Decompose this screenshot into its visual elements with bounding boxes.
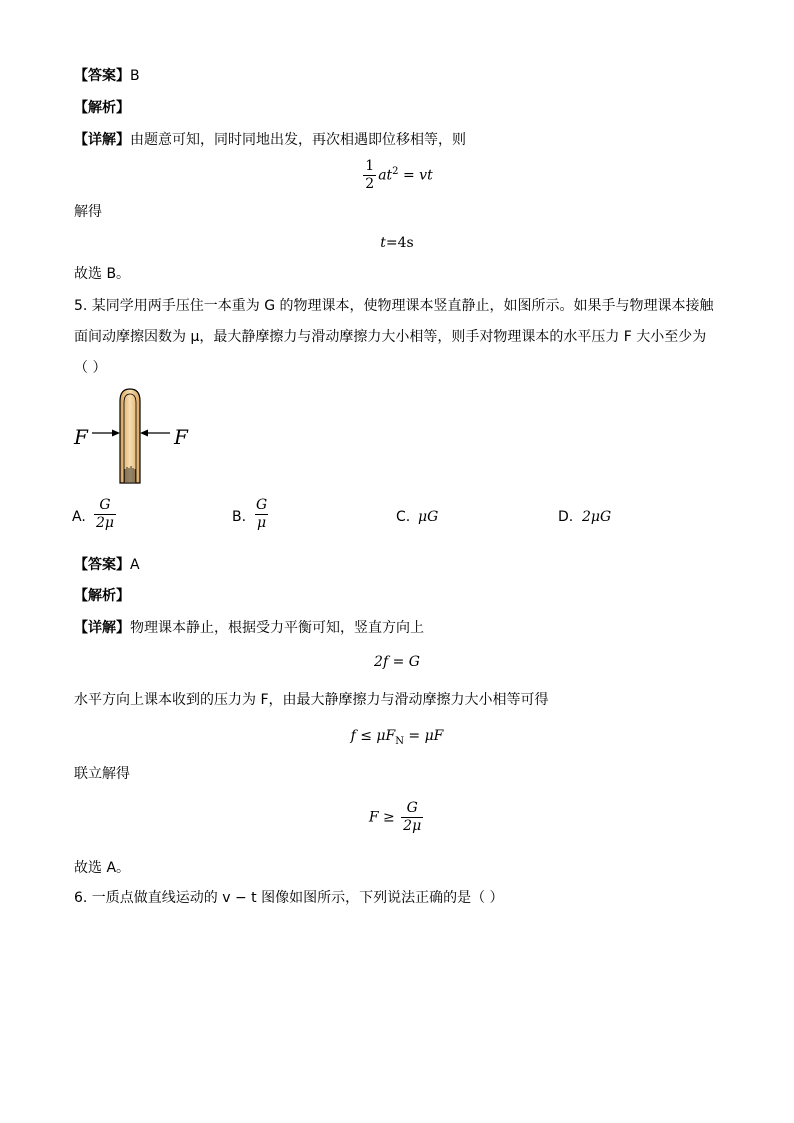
fraction: $\frac{1}{2}$ [365,158,375,192]
right-force-label: F [174,425,188,449]
analysis-tag: 【解析】 [74,100,130,116]
answer-value: A [130,557,140,573]
q4-solve-label: 解得 [74,204,102,220]
q5-answer [74,555,140,575]
book-figure [70,385,200,487]
q5-stem-line-2: 面间动摩擦因数为 μ，最大静摩擦力与滑动摩擦力大小相等，则手对物理课本的水平压力 F 大小至少为 [74,329,707,345]
option-a-fraction: $\frac{G}{2\mu}$ [96,497,115,531]
fraction: $\frac{G}{2\mu}$ [403,800,422,834]
q4-equation-1: $\frac{1}{2}$ $at^2$ = vt [365,158,433,192]
q5-detail [74,618,424,638]
option-b-fraction: $\frac{G}{\mu}$ [256,497,268,531]
q5-choose: 故选 A。 [74,860,131,876]
q5-analysis-heading [74,586,130,606]
q5-stem-line-1: 5. 某同学用两手压住一本重为 G 的物理课本，使物理课本竖直静止，如图所示。如果手与物理课本接触 [74,298,714,314]
q5-horizontal-text: 水平方向上课本收到的压力为 F，由最大静摩擦力与滑动摩擦力大小相等可得 [74,692,549,708]
left-force-label: F [74,425,88,449]
detail-text: 物理课本静止，根据受力平衡可知，竖直方向上 [130,620,424,636]
q5-equation-3: F ≥ $\frac{G}{2\mu}$ [368,800,422,834]
analysis-tag: 【解析】 [74,588,130,604]
q4-equation-2: t=4s [380,235,414,251]
detail-tag: 【详解】 [74,620,130,636]
q4-detail [74,130,466,150]
q5-solve-label: 联立解得 [74,766,130,782]
q6-stem: 6. 一质点做直线运动的 v − t 图像如图所示，下列说法正确的是（ ） [74,890,504,906]
answer-tag: 【答案】 [74,68,130,84]
right-force-arrow-icon [140,430,170,437]
answer-value: B [130,68,140,84]
left-force-arrow-icon [92,430,120,437]
q5-equation-2: $f \le \mu F_N = \mu F$ [350,728,444,747]
detail-text: 由题意可知，同时同地出发，再次相遇即位移相等，则 [130,132,466,148]
q4-choose: 故选 B。 [74,266,131,282]
q4-analysis-heading [74,98,130,118]
q5-equation-1: 2f = G [374,654,420,670]
book-icon [120,389,140,483]
answer-tag: 【答案】 [74,557,130,573]
detail-tag: 【详解】 [74,132,130,148]
q5-stem-line-3: （ ） [74,360,107,376]
q4-answer [74,66,140,86]
